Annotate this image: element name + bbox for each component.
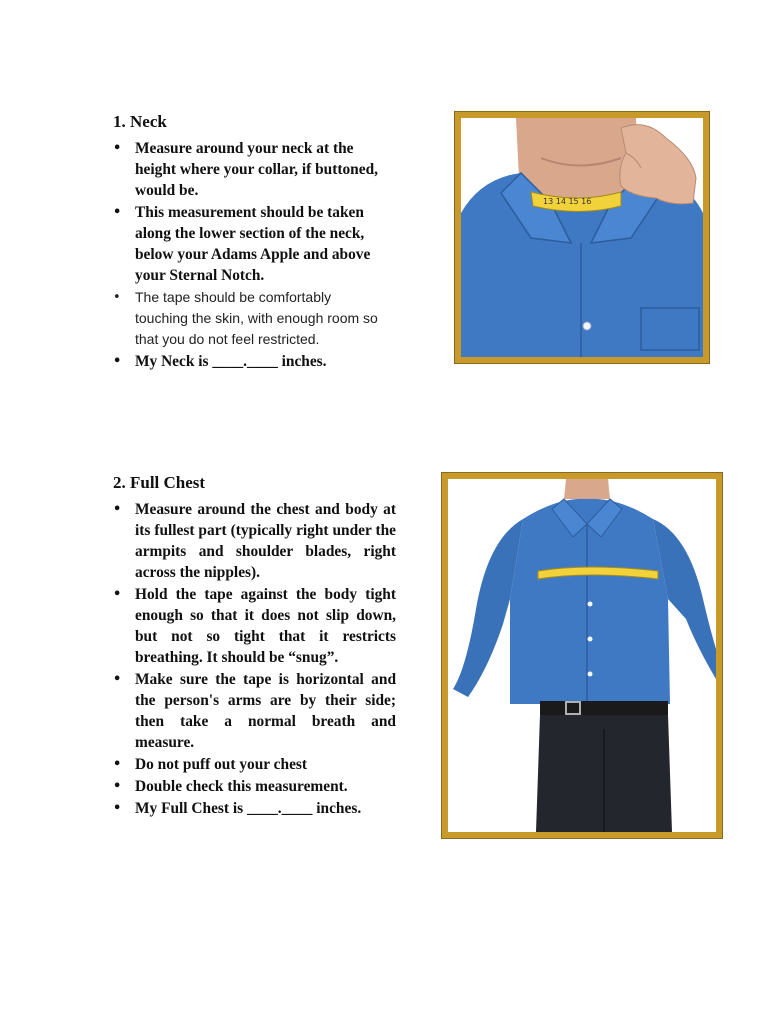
list-item: • The tape should be comfortably touching the skin, with enough room so that you do not feel restricted. bbox=[113, 287, 383, 350]
list-item: • Make sure the tape is horizontal and the person's arms are by their side; then take a normal breath and measure. bbox=[113, 669, 396, 753]
neck-measurement-line: • My Neck is ____.____ inches. bbox=[113, 351, 383, 372]
chest-measurement-line: • My Full Chest is ____.____ inches. bbox=[113, 798, 396, 819]
neck-section bbox=[113, 112, 383, 373]
neck-heading: 1. Neck bbox=[113, 112, 167, 131]
tape-numbers: 13 14 15 16 bbox=[543, 197, 592, 206]
list-item: • Hold the tape against the body tight enough so that it does not slip down, but not so tight that it restricts breathing. It should be “snug”. bbox=[113, 584, 396, 668]
chest-photo-illustration bbox=[448, 479, 716, 832]
list-item: • Double check this measurement. bbox=[113, 776, 396, 797]
neck-instructions-list bbox=[113, 138, 383, 372]
list-item: • This measurement should be taken along the lower section of the neck, below your Adams Apple and above your Sternal Notch. bbox=[113, 202, 383, 286]
list-item: • Measure around your neck at the height where your collar, if buttoned, would be. bbox=[113, 138, 383, 201]
chest-section bbox=[113, 473, 396, 820]
chest-instructions-list bbox=[113, 499, 396, 819]
list-item: • Measure around the chest and body at its fullest part (typically right under the armpits and shoulder blades, right across the nipples). bbox=[113, 499, 396, 583]
chest-heading: 2. Full Chest bbox=[113, 473, 206, 492]
chest-measurement-photo bbox=[442, 473, 722, 838]
neck-photo-illustration bbox=[461, 118, 703, 357]
list-item: • Do not puff out your chest bbox=[113, 754, 396, 775]
neck-measurement-photo bbox=[455, 112, 709, 363]
